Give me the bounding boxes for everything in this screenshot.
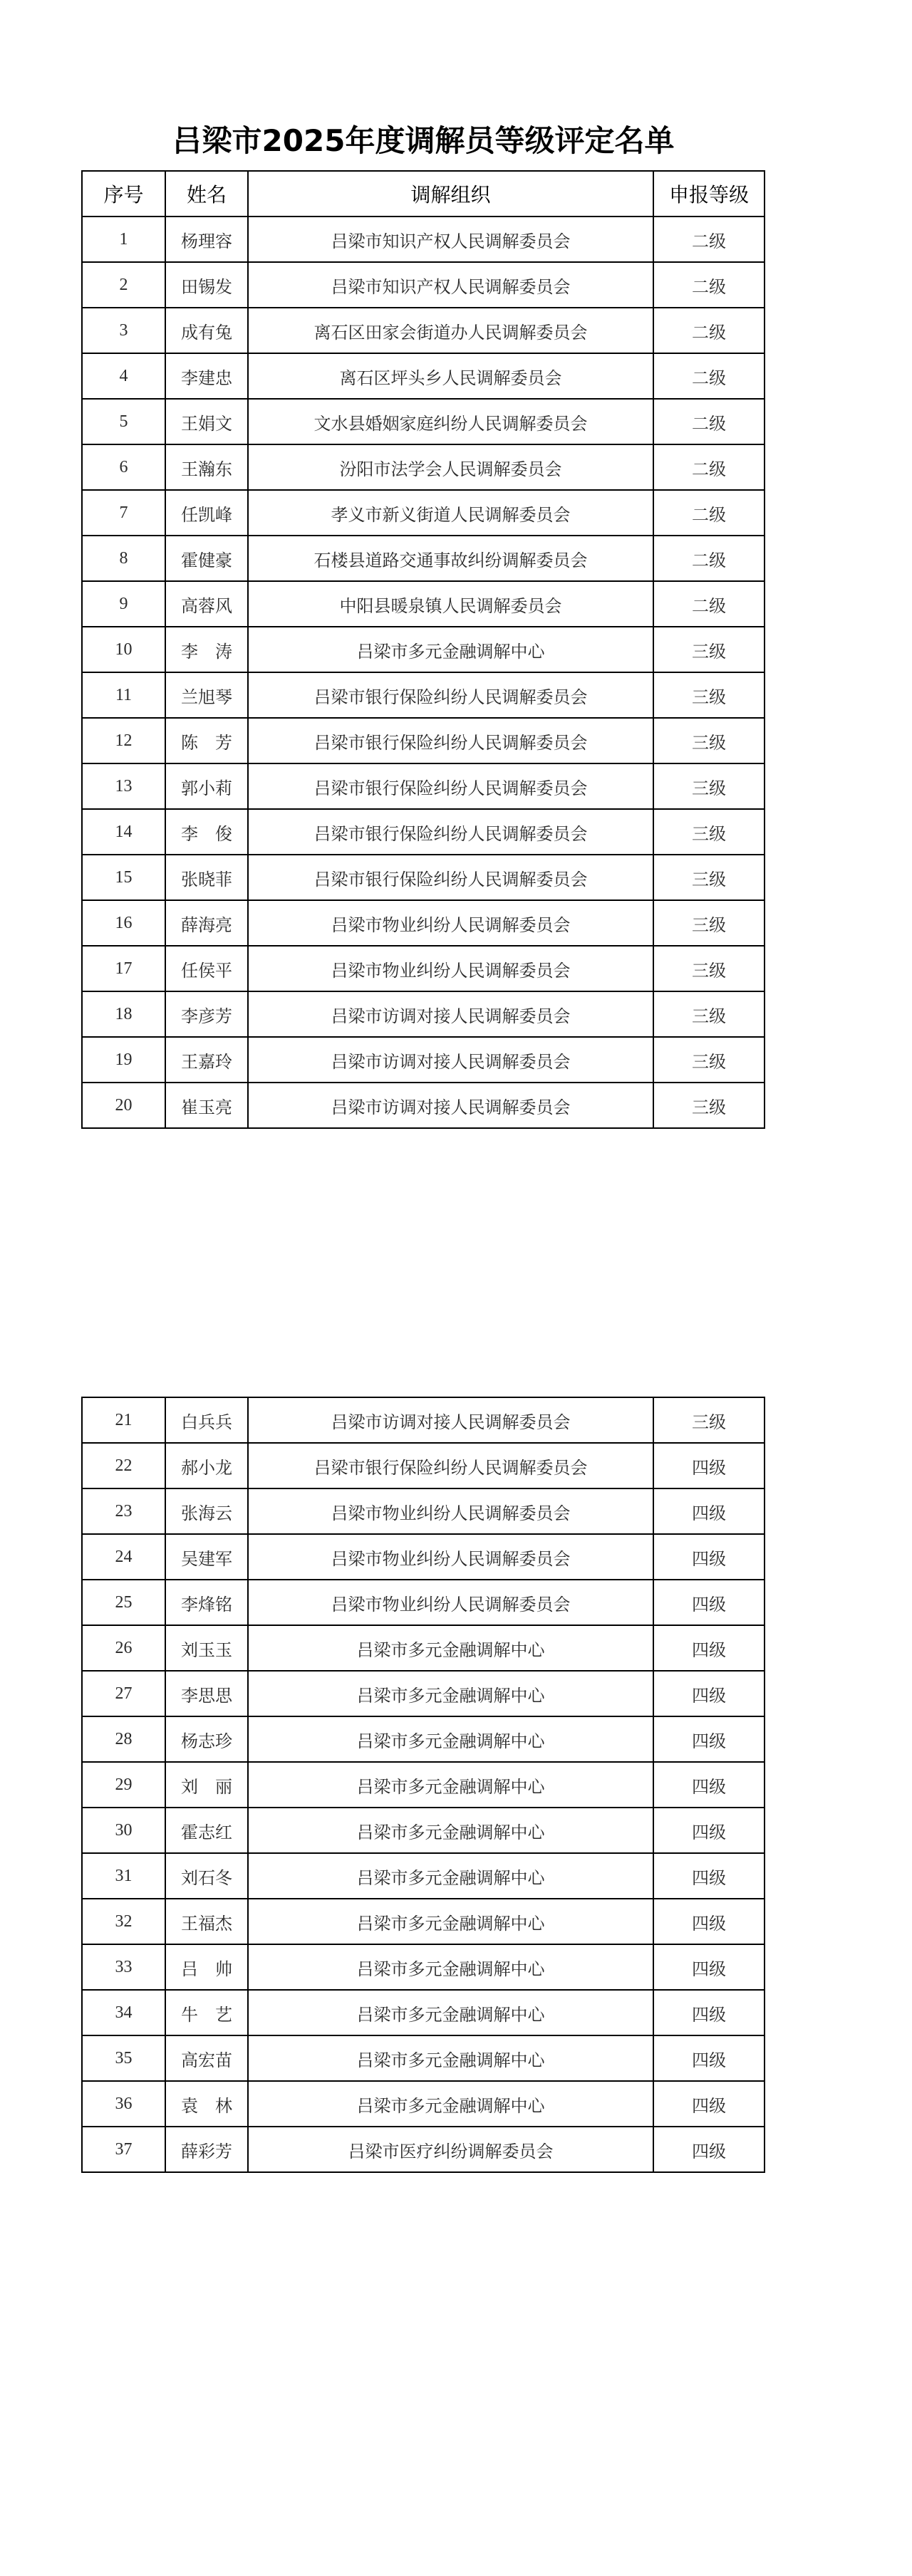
header-serial-number: 序号 <box>82 171 165 217</box>
header-row <box>82 171 765 217</box>
mediation-organization-cell: 吕梁市知识产权人民调解委员会 <box>248 217 653 262</box>
mediator-name-cell: 陈 芳 <box>165 718 248 763</box>
mediator-name-cell: 王嘉玲 <box>165 1037 248 1083</box>
mediator-name-cell: 李彦芳 <box>165 991 248 1037</box>
serial-number-cell: 10 <box>82 627 165 672</box>
declared-level-cell: 二级 <box>653 262 765 308</box>
mediator-name-cell: 白兵兵 <box>165 1397 248 1443</box>
serial-number-cell: 21 <box>82 1397 165 1443</box>
serial-number-cell: 36 <box>82 2081 165 2127</box>
serial-number-cell: 32 <box>82 1899 165 1944</box>
table-row <box>82 490 765 536</box>
mediation-organization-cell: 文水县婚姻家庭纠纷人民调解委员会 <box>248 399 653 444</box>
declared-level-cell: 四级 <box>653 1899 765 1944</box>
mediation-organization-cell: 吕梁市银行保险纠纷人民调解委员会 <box>248 672 653 718</box>
mediation-organization-cell: 吕梁市多元金融调解中心 <box>248 1899 653 1944</box>
declared-level-cell: 四级 <box>653 1443 765 1488</box>
mediator-name-cell: 吕 帅 <box>165 1944 248 1990</box>
document-title: 吕梁市2025年度调解员等级评定名单 <box>172 123 675 158</box>
mediation-organization-cell: 吕梁市多元金融调解中心 <box>248 2081 653 2127</box>
mediation-organization-cell: 吕梁市银行保险纠纷人民调解委员会 <box>248 809 653 855</box>
mediator-name-cell: 高宏苗 <box>165 2035 248 2081</box>
mediation-organization-cell: 吕梁市多元金融调解中心 <box>248 2035 653 2081</box>
mediation-organization-cell: 吕梁市物业纠纷人民调解委员会 <box>248 946 653 991</box>
mediation-organization-cell: 吕梁市银行保险纠纷人民调解委员会 <box>248 718 653 763</box>
mediation-organization-cell: 汾阳市法学会人民调解委员会 <box>248 444 653 490</box>
mediation-organization-cell: 吕梁市访调对接人民调解委员会 <box>248 1037 653 1083</box>
mediator-roster-table-page-2 <box>81 1397 765 2173</box>
declared-level-cell: 三级 <box>653 1037 765 1083</box>
mediator-roster-table-page-1 <box>81 170 765 1129</box>
declared-level-cell: 四级 <box>653 1488 765 1534</box>
mediator-name-cell: 薛海亮 <box>165 900 248 946</box>
declared-level-cell: 四级 <box>653 1944 765 1990</box>
table-row <box>82 1762 765 1808</box>
mediation-organization-cell: 吕梁市多元金融调解中心 <box>248 1716 653 1762</box>
declared-level-cell: 二级 <box>653 581 765 627</box>
header-mediation-organization: 调解组织 <box>248 171 653 217</box>
serial-number-cell: 12 <box>82 718 165 763</box>
serial-number-cell: 31 <box>82 1853 165 1899</box>
mediator-name-cell: 兰旭琴 <box>165 672 248 718</box>
declared-level-cell: 三级 <box>653 991 765 1037</box>
declared-level-cell: 三级 <box>653 1083 765 1128</box>
mediation-organization-cell: 孝义市新义街道人民调解委员会 <box>248 490 653 536</box>
table-body <box>82 217 765 1128</box>
declared-level-cell: 四级 <box>653 1625 765 1671</box>
serial-number-cell: 30 <box>82 1808 165 1853</box>
serial-number-cell: 18 <box>82 991 165 1037</box>
mediator-name-cell: 袁 林 <box>165 2081 248 2127</box>
mediator-name-cell: 李思思 <box>165 1671 248 1716</box>
declared-level-cell: 二级 <box>653 399 765 444</box>
declared-level-cell: 四级 <box>653 1853 765 1899</box>
declared-level-cell: 四级 <box>653 2081 765 2127</box>
serial-number-cell: 9 <box>82 581 165 627</box>
table-row <box>82 444 765 490</box>
declared-level-cell: 四级 <box>653 2035 765 2081</box>
declared-level-cell: 四级 <box>653 2127 765 2172</box>
serial-number-cell: 37 <box>82 2127 165 2172</box>
mediator-name-cell: 张海云 <box>165 1488 248 1534</box>
serial-number-cell: 5 <box>82 399 165 444</box>
table-row <box>82 399 765 444</box>
declared-level-cell: 二级 <box>653 217 765 262</box>
table-row <box>82 1037 765 1083</box>
table-row <box>82 809 765 855</box>
mediation-organization-cell: 吕梁市多元金融调解中心 <box>248 627 653 672</box>
serial-number-cell: 26 <box>82 1625 165 1671</box>
mediation-organization-cell: 石楼县道路交通事故纠纷调解委员会 <box>248 536 653 581</box>
mediator-name-cell: 刘 丽 <box>165 1762 248 1808</box>
serial-number-cell: 16 <box>82 900 165 946</box>
table-row <box>82 1944 765 1990</box>
table-row <box>82 262 765 308</box>
table-row <box>82 2035 765 2081</box>
serial-number-cell: 22 <box>82 1443 165 1488</box>
table-row <box>82 1853 765 1899</box>
mediation-organization-cell: 吕梁市多元金融调解中心 <box>248 1625 653 1671</box>
serial-number-cell: 19 <box>82 1037 165 1083</box>
table-row <box>82 308 765 353</box>
mediation-organization-cell: 吕梁市银行保险纠纷人民调解委员会 <box>248 763 653 809</box>
table-row <box>82 536 765 581</box>
declared-level-cell: 二级 <box>653 536 765 581</box>
serial-number-cell: 27 <box>82 1671 165 1716</box>
declared-level-cell: 四级 <box>653 1716 765 1762</box>
mediator-name-cell: 王福杰 <box>165 1899 248 1944</box>
table-row <box>82 855 765 900</box>
mediation-organization-cell: 吕梁市物业纠纷人民调解委员会 <box>248 1534 653 1580</box>
table-row <box>82 946 765 991</box>
declared-level-cell: 二级 <box>653 308 765 353</box>
mediator-name-cell: 王娟文 <box>165 399 248 444</box>
serial-number-cell: 20 <box>82 1083 165 1128</box>
declared-level-cell: 三级 <box>653 1397 765 1443</box>
declared-level-cell: 四级 <box>653 1762 765 1808</box>
serial-number-cell: 33 <box>82 1944 165 1990</box>
serial-number-cell: 8 <box>82 536 165 581</box>
declared-level-cell: 四级 <box>653 1990 765 2035</box>
table-row <box>82 718 765 763</box>
declared-level-cell: 三级 <box>653 946 765 991</box>
table-row <box>82 1443 765 1488</box>
serial-number-cell: 4 <box>82 353 165 399</box>
mediation-organization-cell: 吕梁市多元金融调解中心 <box>248 1671 653 1716</box>
mediator-name-cell: 牛 艺 <box>165 1990 248 2035</box>
declared-level-cell: 二级 <box>653 444 765 490</box>
mediator-name-cell: 田锡发 <box>165 262 248 308</box>
table-row <box>82 1899 765 1944</box>
mediator-name-cell: 崔玉亮 <box>165 1083 248 1128</box>
table-row <box>82 353 765 399</box>
serial-number-cell: 7 <box>82 490 165 536</box>
table-row <box>82 581 765 627</box>
table-row <box>82 1990 765 2035</box>
declared-level-cell: 三级 <box>653 672 765 718</box>
mediator-name-cell: 杨志珍 <box>165 1716 248 1762</box>
serial-number-cell: 13 <box>82 763 165 809</box>
declared-level-cell: 二级 <box>653 490 765 536</box>
mediation-organization-cell: 吕梁市访调对接人民调解委员会 <box>248 1397 653 1443</box>
serial-number-cell: 25 <box>82 1580 165 1625</box>
table-row <box>82 2127 765 2172</box>
declared-level-cell: 四级 <box>653 1534 765 1580</box>
mediator-name-cell: 郝小龙 <box>165 1443 248 1488</box>
table-row <box>82 1580 765 1625</box>
mediation-organization-cell: 吕梁市物业纠纷人民调解委员会 <box>248 1488 653 1534</box>
mediation-organization-cell: 离石区田家会街道办人民调解委员会 <box>248 308 653 353</box>
table-row <box>82 1397 765 1443</box>
mediator-name-cell: 刘玉玉 <box>165 1625 248 1671</box>
mediator-name-cell: 郭小莉 <box>165 763 248 809</box>
declared-level-cell: 二级 <box>653 353 765 399</box>
table-row <box>82 2081 765 2127</box>
mediator-name-cell: 吴建军 <box>165 1534 248 1580</box>
mediator-name-cell: 薛彩芳 <box>165 2127 248 2172</box>
table-row <box>82 1534 765 1580</box>
declared-level-cell: 三级 <box>653 627 765 672</box>
serial-number-cell: 17 <box>82 946 165 991</box>
table-row <box>82 627 765 672</box>
declared-level-cell: 三级 <box>653 900 765 946</box>
serial-number-cell: 14 <box>82 809 165 855</box>
table-row <box>82 900 765 946</box>
mediator-name-cell: 李烽铭 <box>165 1580 248 1625</box>
mediator-name-cell: 任凯峰 <box>165 490 248 536</box>
table-row <box>82 1488 765 1534</box>
mediation-organization-cell: 吕梁市多元金融调解中心 <box>248 1762 653 1808</box>
serial-number-cell: 2 <box>82 262 165 308</box>
mediator-name-cell: 杨理容 <box>165 217 248 262</box>
mediation-organization-cell: 吕梁市物业纠纷人民调解委员会 <box>248 900 653 946</box>
declared-level-cell: 三级 <box>653 763 765 809</box>
declared-level-cell: 三级 <box>653 855 765 900</box>
mediator-name-cell: 王瀚东 <box>165 444 248 490</box>
mediator-name-cell: 霍健豪 <box>165 536 248 581</box>
mediation-organization-cell: 吕梁市银行保险纠纷人民调解委员会 <box>248 1443 653 1488</box>
declared-level-cell: 三级 <box>653 718 765 763</box>
mediation-organization-cell: 吕梁市多元金融调解中心 <box>248 1853 653 1899</box>
serial-number-cell: 15 <box>82 855 165 900</box>
serial-number-cell: 23 <box>82 1488 165 1534</box>
mediator-name-cell: 张晓菲 <box>165 855 248 900</box>
mediation-organization-cell: 吕梁市访调对接人民调解委员会 <box>248 991 653 1037</box>
mediation-organization-cell: 吕梁市银行保险纠纷人民调解委员会 <box>248 855 653 900</box>
table-body <box>82 1397 765 2172</box>
serial-number-cell: 24 <box>82 1534 165 1580</box>
mediation-organization-cell: 吕梁市物业纠纷人民调解委员会 <box>248 1580 653 1625</box>
mediation-organization-cell: 吕梁市医疗纠纷调解委员会 <box>248 2127 653 2172</box>
table-row <box>82 672 765 718</box>
serial-number-cell: 1 <box>82 217 165 262</box>
table-row <box>82 1625 765 1671</box>
serial-number-cell: 28 <box>82 1716 165 1762</box>
mediation-organization-cell: 吕梁市访调对接人民调解委员会 <box>248 1083 653 1128</box>
mediator-name-cell: 刘石冬 <box>165 1853 248 1899</box>
mediator-name-cell: 霍志红 <box>165 1808 248 1853</box>
mediation-organization-cell: 中阳县暖泉镇人民调解委员会 <box>248 581 653 627</box>
mediator-name-cell: 高蓉风 <box>165 581 248 627</box>
header-declared-level: 申报等级 <box>653 171 765 217</box>
serial-number-cell: 34 <box>82 1990 165 2035</box>
mediator-name-cell: 任侯平 <box>165 946 248 991</box>
mediator-name-cell: 李 涛 <box>165 627 248 672</box>
mediation-organization-cell: 离石区坪头乡人民调解委员会 <box>248 353 653 399</box>
serial-number-cell: 6 <box>82 444 165 490</box>
mediation-organization-cell: 吕梁市知识产权人民调解委员会 <box>248 262 653 308</box>
declared-level-cell: 四级 <box>653 1808 765 1853</box>
table-row <box>82 217 765 262</box>
mediator-name-cell: 李建忠 <box>165 353 248 399</box>
table-header <box>82 171 765 217</box>
mediation-organization-cell: 吕梁市多元金融调解中心 <box>248 1808 653 1853</box>
mediation-organization-cell: 吕梁市多元金融调解中心 <box>248 1944 653 1990</box>
table-row <box>82 1808 765 1853</box>
table-row <box>82 1671 765 1716</box>
declared-level-cell: 三级 <box>653 809 765 855</box>
table-row <box>82 1716 765 1762</box>
serial-number-cell: 11 <box>82 672 165 718</box>
table-row <box>82 763 765 809</box>
declared-level-cell: 四级 <box>653 1580 765 1625</box>
table-row <box>82 991 765 1037</box>
mediator-name-cell: 成有兔 <box>165 308 248 353</box>
serial-number-cell: 35 <box>82 2035 165 2081</box>
serial-number-cell: 29 <box>82 1762 165 1808</box>
declared-level-cell: 四级 <box>653 1671 765 1716</box>
header-name: 姓名 <box>165 171 248 217</box>
mediator-name-cell: 李 俊 <box>165 809 248 855</box>
serial-number-cell: 3 <box>82 308 165 353</box>
mediation-organization-cell: 吕梁市多元金融调解中心 <box>248 1990 653 2035</box>
table-row <box>82 1083 765 1128</box>
